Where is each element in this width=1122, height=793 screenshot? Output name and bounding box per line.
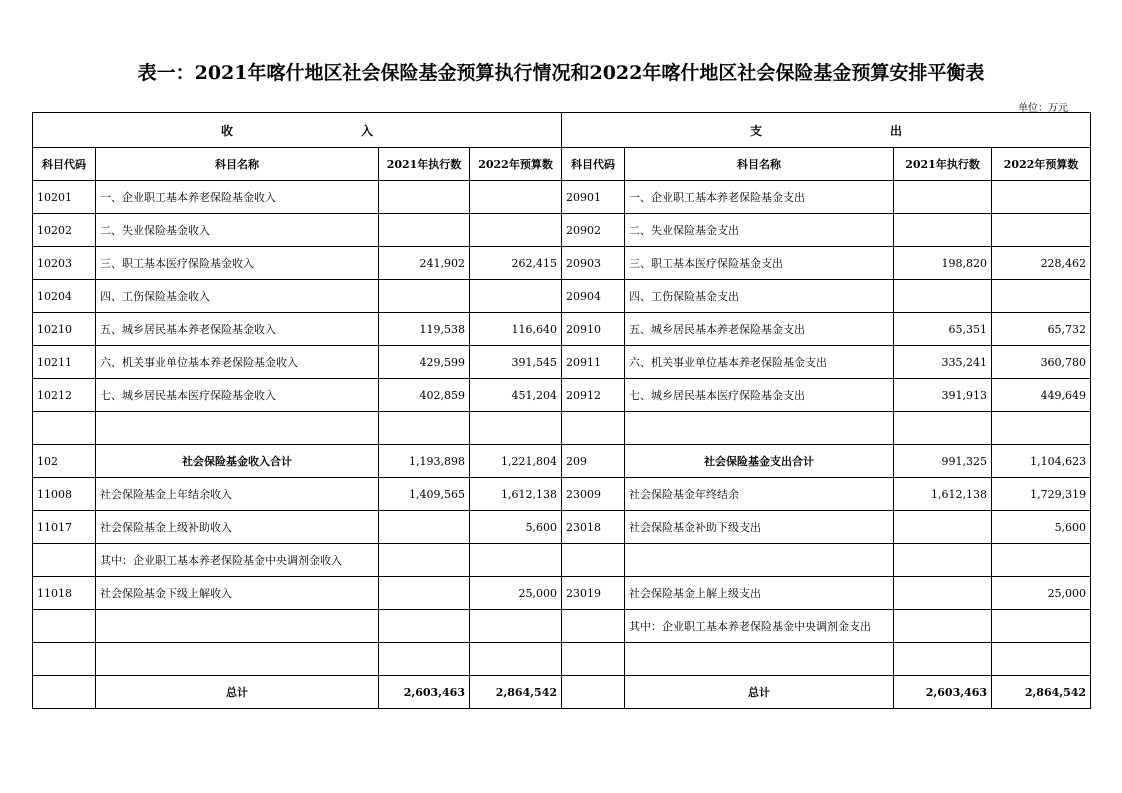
expense-name-cell: 社会保险基金补助下级支出 xyxy=(625,511,894,544)
income-name-cell: 社会保险基金上级补助收入 xyxy=(96,511,379,544)
expense-exec2021-cell: 198,820 xyxy=(894,247,992,280)
expense-budget2022-header: 2022年预算数 xyxy=(992,148,1091,181)
expense-code-header: 科目代码 xyxy=(562,148,625,181)
income-name-cell: 五、城乡居民基本养老保险基金收入 xyxy=(96,313,379,346)
income-name-cell xyxy=(96,610,379,643)
income-code-cell: 10212 xyxy=(33,379,96,412)
table-row xyxy=(33,379,1091,412)
expense-exec2021-cell xyxy=(894,610,992,643)
table-row xyxy=(33,247,1091,280)
expense-code-cell: 23018 xyxy=(562,511,625,544)
income-exec2021-cell xyxy=(379,610,470,643)
expense-budget2022-cell xyxy=(992,214,1091,247)
income-code-cell xyxy=(33,643,96,676)
table-row xyxy=(33,511,1091,544)
table-row xyxy=(33,445,1091,478)
income-budget2022-cell xyxy=(470,181,562,214)
income-exec2021-cell: 1,409,565 xyxy=(379,478,470,511)
expense-exec2021-cell xyxy=(894,577,992,610)
income-name-header: 科目名称 xyxy=(96,148,379,181)
expense-code-cell xyxy=(562,412,625,445)
expense-budget2022-cell xyxy=(992,544,1091,577)
expense-code-cell: 209 xyxy=(562,445,625,478)
income-budget2022-cell xyxy=(470,280,562,313)
expense-section-header xyxy=(562,113,1091,148)
expense-budget2022-cell: 1,729,319 xyxy=(992,478,1091,511)
expense-name-cell: 三、职工基本医疗保险基金支出 xyxy=(625,247,894,280)
income-name-cell: 七、城乡居民基本医疗保险基金收入 xyxy=(96,379,379,412)
expense-exec2021-cell: 335,241 xyxy=(894,346,992,379)
expense-budget2022-cell: 360,780 xyxy=(992,346,1091,379)
table-row xyxy=(33,412,1091,445)
balance-table xyxy=(32,112,1091,709)
total-row xyxy=(33,676,1091,709)
expense-total-code xyxy=(562,676,625,709)
income-code-cell: 10202 xyxy=(33,214,96,247)
income-code-cell: 11018 xyxy=(33,577,96,610)
table-row xyxy=(33,544,1091,577)
income-section-char-1: 收 xyxy=(221,123,234,138)
expense-name-cell xyxy=(625,544,894,577)
expense-budget2022-cell: 449,649 xyxy=(992,379,1091,412)
income-code-cell: 102 xyxy=(33,445,96,478)
income-code-cell: 11017 xyxy=(33,511,96,544)
income-exec2021-cell xyxy=(379,412,470,445)
income-code-header: 科目代码 xyxy=(33,148,96,181)
income-budget2022-cell: 1,221,804 xyxy=(470,445,562,478)
expense-total-budget2022: 2,864,542 xyxy=(992,676,1091,709)
income-name-cell: 二、失业保险基金收入 xyxy=(96,214,379,247)
income-budget2022-cell: 451,204 xyxy=(470,379,562,412)
expense-section-char-1: 支 xyxy=(750,123,763,138)
income-budget2022-cell: 5,600 xyxy=(470,511,562,544)
income-name-cell xyxy=(96,643,379,676)
expense-exec2021-cell xyxy=(894,412,992,445)
expense-exec2021-cell: 391,913 xyxy=(894,379,992,412)
income-total-code xyxy=(33,676,96,709)
expense-code-cell: 23019 xyxy=(562,577,625,610)
income-exec2021-cell: 119,538 xyxy=(379,313,470,346)
income-exec2021-cell: 429,599 xyxy=(379,346,470,379)
income-exec2021-cell: 241,902 xyxy=(379,247,470,280)
column-header-row xyxy=(33,148,1091,181)
table-row xyxy=(33,346,1091,379)
income-exec2021-cell: 1,193,898 xyxy=(379,445,470,478)
income-name-cell: 社会保险基金下级上解收入 xyxy=(96,577,379,610)
expense-code-cell: 20910 xyxy=(562,313,625,346)
expense-code-cell: 20902 xyxy=(562,214,625,247)
income-exec2021-cell xyxy=(379,181,470,214)
table-row xyxy=(33,478,1091,511)
income-budget2022-cell xyxy=(470,412,562,445)
expense-code-cell: 20901 xyxy=(562,181,625,214)
expense-code-cell: 20912 xyxy=(562,379,625,412)
page-title: 表一：2021年喀什地区社会保险基金预算执行情况和2022年喀什地区社会保险基金预算安排平衡表 xyxy=(137,62,985,84)
income-name-cell: 四、工伤保险基金收入 xyxy=(96,280,379,313)
expense-budget2022-cell xyxy=(992,643,1091,676)
expense-budget2022-cell: 228,462 xyxy=(992,247,1091,280)
expense-name-cell: 二、失业保险基金支出 xyxy=(625,214,894,247)
income-section-char-2: 入 xyxy=(361,123,374,138)
income-code-cell: 10210 xyxy=(33,313,96,346)
income-budget2022-cell: 391,545 xyxy=(470,346,562,379)
income-exec2021-cell xyxy=(379,214,470,247)
income-exec2021-header: 2021年执行数 xyxy=(379,148,470,181)
expense-budget2022-cell xyxy=(992,412,1091,445)
expense-exec2021-cell xyxy=(894,214,992,247)
income-name-cell: 社会保险基金收入合计 xyxy=(96,445,379,478)
expense-exec2021-cell: 1,612,138 xyxy=(894,478,992,511)
expense-exec2021-cell xyxy=(894,544,992,577)
income-code-cell: 10201 xyxy=(33,181,96,214)
expense-code-cell xyxy=(562,610,625,643)
income-exec2021-cell xyxy=(379,643,470,676)
income-exec2021-cell: 402,859 xyxy=(379,379,470,412)
income-code-cell: 11008 xyxy=(33,478,96,511)
table-row xyxy=(33,181,1091,214)
expense-exec2021-header: 2021年执行数 xyxy=(894,148,992,181)
expense-exec2021-cell: 65,351 xyxy=(894,313,992,346)
expense-code-cell: 20904 xyxy=(562,280,625,313)
expense-name-cell: 社会保险基金支出合计 xyxy=(625,445,894,478)
income-code-cell: 10204 xyxy=(33,280,96,313)
table-row xyxy=(33,610,1091,643)
expense-exec2021-cell: 991,325 xyxy=(894,445,992,478)
income-budget2022-cell: 1,612,138 xyxy=(470,478,562,511)
income-budget2022-cell xyxy=(470,544,562,577)
income-code-cell: 10211 xyxy=(33,346,96,379)
expense-name-cell: 四、工伤保险基金支出 xyxy=(625,280,894,313)
expense-code-cell xyxy=(562,643,625,676)
expense-exec2021-cell xyxy=(894,511,992,544)
income-code-cell xyxy=(33,610,96,643)
income-total-budget2022: 2,864,542 xyxy=(470,676,562,709)
income-exec2021-cell xyxy=(379,280,470,313)
income-name-cell: 社会保险基金上年结余收入 xyxy=(96,478,379,511)
expense-budget2022-cell xyxy=(992,280,1091,313)
expense-section-char-2: 出 xyxy=(890,123,903,138)
expense-exec2021-cell xyxy=(894,181,992,214)
income-budget2022-cell: 25,000 xyxy=(470,577,562,610)
expense-name-cell xyxy=(625,412,894,445)
expense-code-cell: 20911 xyxy=(562,346,625,379)
income-name-cell: 六、机关事业单位基本养老保险基金收入 xyxy=(96,346,379,379)
expense-code-cell: 20903 xyxy=(562,247,625,280)
expense-exec2021-cell xyxy=(894,643,992,676)
table-row xyxy=(33,214,1091,247)
income-total-label: 总计 xyxy=(96,676,379,709)
expense-name-cell xyxy=(625,643,894,676)
expense-name-cell: 五、城乡居民基本养老保险基金支出 xyxy=(625,313,894,346)
expense-budget2022-cell: 65,732 xyxy=(992,313,1091,346)
income-exec2021-cell xyxy=(379,577,470,610)
income-name-cell xyxy=(96,412,379,445)
income-code-cell xyxy=(33,412,96,445)
expense-code-cell xyxy=(562,544,625,577)
income-exec2021-cell xyxy=(379,511,470,544)
income-budget2022-cell xyxy=(470,214,562,247)
expense-name-cell: 七、城乡居民基本医疗保险基金支出 xyxy=(625,379,894,412)
expense-budget2022-cell xyxy=(992,181,1091,214)
table-row xyxy=(33,643,1091,676)
expense-total-label: 总计 xyxy=(625,676,894,709)
income-budget2022-cell: 116,640 xyxy=(470,313,562,346)
expense-exec2021-cell xyxy=(894,280,992,313)
expense-budget2022-cell: 5,600 xyxy=(992,511,1091,544)
expense-name-header: 科目名称 xyxy=(625,148,894,181)
expense-name-cell: 六、机关事业单位基本养老保险基金支出 xyxy=(625,346,894,379)
expense-name-cell: 一、企业职工基本养老保险基金支出 xyxy=(625,181,894,214)
expense-budget2022-cell xyxy=(992,610,1091,643)
table-row xyxy=(33,577,1091,610)
income-name-cell: 其中：企业职工基本养老保险基金中央调剂金收入 xyxy=(96,544,379,577)
income-name-cell: 一、企业职工基本养老保险基金收入 xyxy=(96,181,379,214)
section-header-row xyxy=(33,113,1091,148)
income-total-exec2021: 2,603,463 xyxy=(379,676,470,709)
expense-code-cell: 23009 xyxy=(562,478,625,511)
expense-budget2022-cell: 25,000 xyxy=(992,577,1091,610)
income-code-cell xyxy=(33,544,96,577)
income-section-header xyxy=(33,113,562,148)
table-row xyxy=(33,280,1091,313)
income-budget2022-cell xyxy=(470,610,562,643)
expense-total-exec2021: 2,603,463 xyxy=(894,676,992,709)
unit-label: 单位：万元 xyxy=(1018,103,1068,114)
table-row xyxy=(33,313,1091,346)
expense-name-cell: 其中：企业职工基本养老保险基金中央调剂金支出 xyxy=(625,610,894,643)
income-code-cell: 10203 xyxy=(33,247,96,280)
expense-name-cell: 社会保险基金年终结余 xyxy=(625,478,894,511)
income-budget2022-header: 2022年预算数 xyxy=(470,148,562,181)
income-name-cell: 三、职工基本医疗保险基金收入 xyxy=(96,247,379,280)
income-exec2021-cell xyxy=(379,544,470,577)
income-budget2022-cell: 262,415 xyxy=(470,247,562,280)
expense-budget2022-cell: 1,104,623 xyxy=(992,445,1091,478)
expense-name-cell: 社会保险基金上解上级支出 xyxy=(625,577,894,610)
income-budget2022-cell xyxy=(470,643,562,676)
